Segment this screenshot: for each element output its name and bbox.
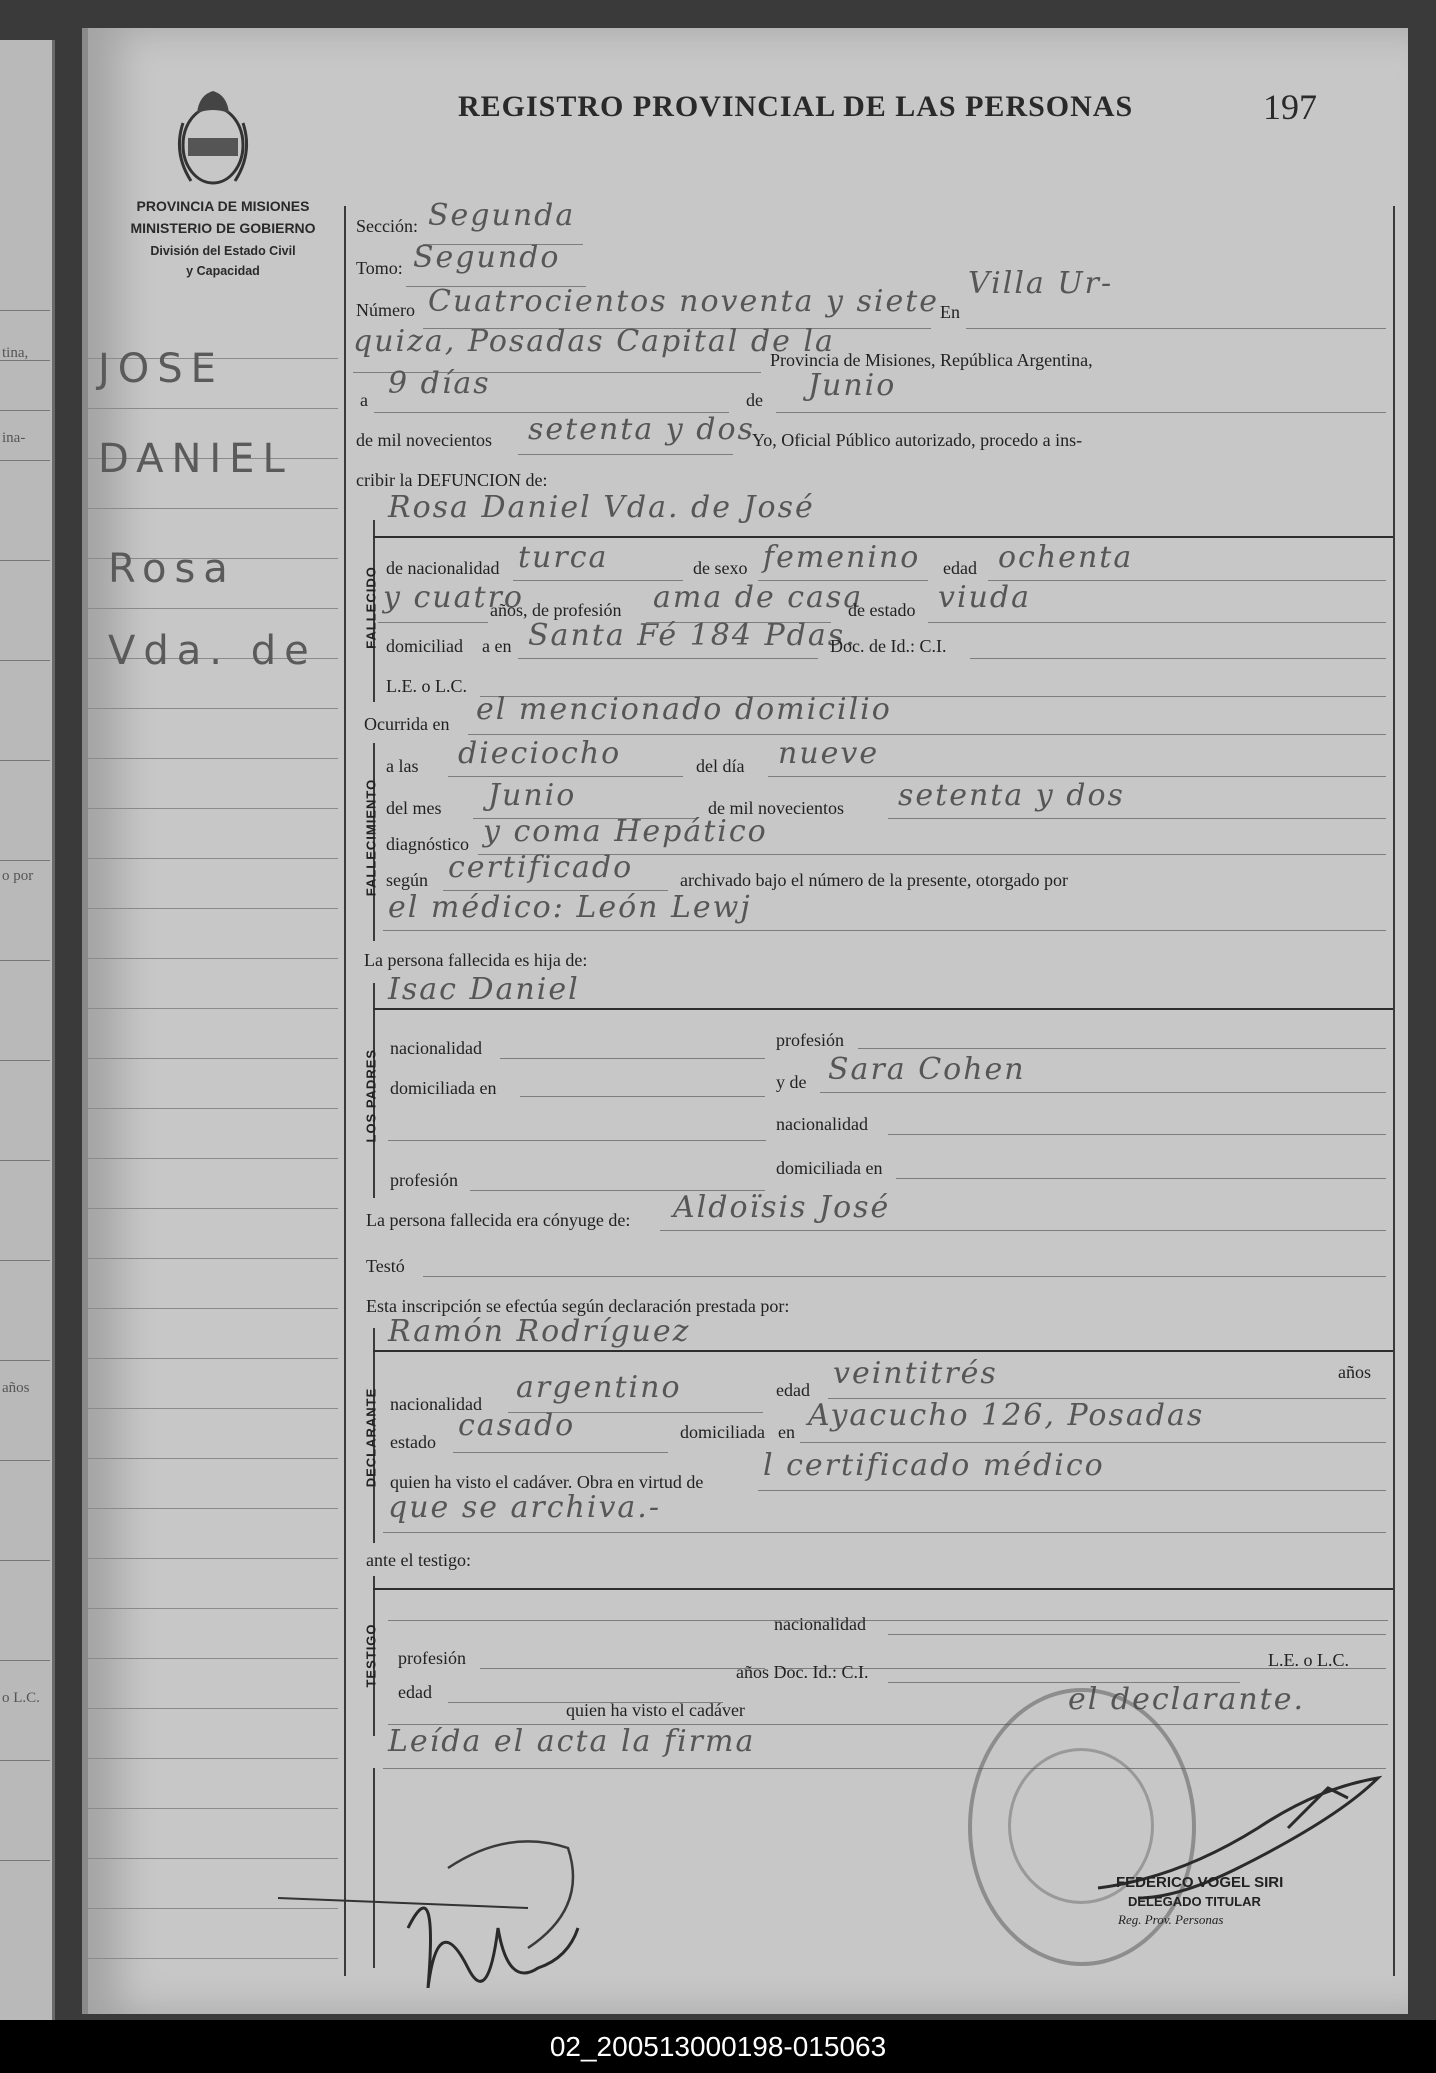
left-page-fragment: tina, bbox=[2, 345, 29, 361]
testigo-side-label: TESTIGO bbox=[363, 1623, 379, 1688]
fallecimiento-mil-label: de mil novecientos bbox=[708, 798, 844, 818]
testigo-edad-label: edad bbox=[398, 1682, 432, 1702]
left-page-edge bbox=[0, 40, 55, 2020]
declarante-visto-value: l certificado médico bbox=[763, 1448, 1105, 1483]
declarante-estado-label: estado bbox=[390, 1432, 436, 1452]
oficial-text: Yo, Oficial Público autorizado, procedo a ins- bbox=[752, 430, 1083, 450]
anio-value: setenta y dos bbox=[528, 412, 755, 447]
officer-title: DELEGADO TITULAR bbox=[1128, 1894, 1261, 1909]
declarante-anios-label: años bbox=[1338, 1362, 1371, 1382]
declarante-domicilio-value: Ayacucho 126, Posadas bbox=[808, 1398, 1205, 1433]
fallecido-nombre: Rosa Daniel Vda. de José bbox=[388, 490, 815, 525]
testigo-profesion-label: profesión bbox=[398, 1648, 466, 1668]
left-page-fragment: o L.C. bbox=[2, 1690, 40, 1706]
register-page bbox=[82, 28, 1408, 2014]
page-title: REGISTRO PROVINCIAL DE LAS PERSONAS bbox=[458, 90, 1134, 123]
leida-value: Leída el acta la firma bbox=[388, 1724, 756, 1759]
dia-value: 9 días bbox=[388, 366, 491, 401]
left-page-fragment: o por bbox=[2, 868, 34, 884]
fallecido-doc-label: Doc. de Id.: C.I. bbox=[830, 636, 947, 656]
fallecido-sexo-label: de sexo bbox=[693, 558, 748, 578]
issuer-division: División del Estado Civil bbox=[150, 244, 296, 258]
numero-label: Número bbox=[356, 300, 415, 320]
declarante-en-label: en bbox=[778, 1422, 795, 1442]
issuer-capacity: y Capacidad bbox=[186, 264, 260, 278]
fallecido-estado-label: de estado bbox=[848, 600, 916, 620]
fallecido-estado-value: viuda bbox=[938, 580, 1031, 615]
padres-side-label: LOS PADRES bbox=[363, 1048, 379, 1143]
testo-label: Testó bbox=[366, 1256, 405, 1276]
page-number: 197 bbox=[1263, 87, 1317, 127]
declarant-signature bbox=[268, 1788, 728, 1988]
fallecido-nacionalidad-label: de nacionalidad bbox=[386, 558, 500, 578]
fallecimiento-segun-label: según bbox=[386, 870, 428, 890]
testigo-hand-value: el declarante. bbox=[1068, 1682, 1306, 1717]
officer-office: Reg. Prov. Personas bbox=[1118, 1912, 1224, 1927]
fallecimiento-archivado-text: archivado bajo el número de la presente, otorgado por bbox=[680, 870, 1069, 890]
fallecido-domicilio-label: domiciliad bbox=[386, 636, 463, 656]
numero-value: Cuatrocientos noventa y siete bbox=[428, 284, 940, 319]
fallecido-edad-value2: y cuatro bbox=[383, 580, 524, 615]
fallecimiento-mes-label: del mes bbox=[386, 798, 442, 818]
mes-value: Junio bbox=[808, 368, 897, 403]
fallecimiento-mes-value: Junio bbox=[488, 778, 577, 813]
officer-name: FEDERICO VOGEL SIRI bbox=[1116, 1874, 1284, 1891]
en-label: En bbox=[940, 302, 960, 322]
conyuge-value: Aldoïsis José bbox=[673, 1190, 891, 1225]
fallecido-le-label: L.E. o L.C. bbox=[386, 676, 467, 696]
fallecido-domicilio-value: Santa Fé 184 Pdas. bbox=[528, 618, 857, 653]
a-label: a bbox=[360, 390, 368, 410]
declarante-edad-value: veintitrés bbox=[833, 1356, 998, 1391]
fallecido-anios-profesion-label: años, de profesión bbox=[490, 600, 622, 620]
en-value: Villa Ur- bbox=[968, 266, 1114, 301]
fallecido-side-label: FALLECIDO bbox=[363, 566, 379, 649]
left-page-fragment: años bbox=[2, 1380, 30, 1396]
fallecido-sexo-value: femenino bbox=[763, 540, 921, 575]
fallecido-edad-value: ochenta bbox=[998, 540, 1134, 575]
seccion-value: Segunda bbox=[428, 198, 576, 233]
place-value: quiza, Posadas Capital de la bbox=[353, 324, 835, 359]
padre-value: Isac Daniel bbox=[388, 972, 580, 1007]
fallecido-domicilio-suffix: a en bbox=[482, 636, 512, 656]
provincia-text: Provincia de Misiones, República Argentina, bbox=[770, 350, 1093, 370]
margin-name-line: Vda. de bbox=[108, 628, 317, 674]
fallecido-profesion-value: ama de casa bbox=[653, 580, 864, 615]
ocurrida-value: el mencionado domicilio bbox=[476, 692, 892, 727]
tomo-label: Tomo: bbox=[356, 258, 403, 278]
padre-profesion-label: profesión bbox=[776, 1030, 844, 1050]
madre-yde-label: y de bbox=[776, 1072, 807, 1092]
mil-label: de mil novecientos bbox=[356, 430, 492, 450]
padre-profesion2-label: profesión bbox=[390, 1170, 458, 1190]
fallecimiento-hora-label: a las bbox=[386, 756, 419, 776]
declarante-edad-label: edad bbox=[776, 1380, 810, 1400]
fallecimiento-side-label: FALLECIMIENTO bbox=[363, 778, 379, 897]
seccion-label: Sección: bbox=[356, 216, 418, 236]
madre-domiciliada-label: domiciliada en bbox=[776, 1158, 883, 1178]
testigo-intro: ante el testigo: bbox=[366, 1550, 471, 1570]
fallecimiento-anio-value: setenta y dos bbox=[898, 778, 1125, 813]
testigo-visto-text: quien ha visto el cadáver bbox=[566, 1700, 745, 1720]
fallecimiento-dia-value: nueve bbox=[778, 736, 880, 771]
padres-intro: La persona fallecida es hija de: bbox=[364, 950, 588, 970]
issuer-ministry: MINISTERIO DE GOBIERNO bbox=[130, 220, 316, 236]
fallecimiento-hora-value: dieciocho bbox=[458, 736, 622, 771]
margin-name-line: DANIEL bbox=[98, 436, 293, 482]
fallecimiento-diag-label: diagnóstico bbox=[386, 834, 469, 854]
margin-name-line: JOSE bbox=[98, 346, 224, 392]
declarante-nacionalidad-value: argentino bbox=[516, 1370, 682, 1405]
declarante-visto-value2: que se archiva.- bbox=[388, 1490, 661, 1525]
fallecimiento-diag-value: y coma Hepático bbox=[483, 814, 768, 849]
testigo-le-label: L.E. o L.C. bbox=[1268, 1650, 1349, 1670]
fallecimiento-medico-value: el médico: León Lewj bbox=[388, 890, 752, 925]
madre-value: Sara Cohen bbox=[828, 1052, 1026, 1087]
fallecido-nacionalidad-value: turca bbox=[518, 540, 609, 575]
coat-of-arms-icon bbox=[168, 83, 258, 193]
testigo-anios-doc-label: años Doc. Id.: C.I. bbox=[736, 1662, 869, 1682]
fallecimiento-segun-value: certificado bbox=[448, 850, 634, 885]
padre-nacionalidad-label: nacionalidad bbox=[390, 1038, 482, 1058]
declarante-nombre: Ramón Rodríguez bbox=[388, 1314, 691, 1349]
inscripcion-text: Esta inscripción se efectúa según declaración prestada por: bbox=[366, 1296, 790, 1316]
testigo-nacionalidad-label: nacionalidad bbox=[774, 1614, 866, 1634]
declarante-nacionalidad-label: nacionalidad bbox=[390, 1394, 482, 1414]
fallecido-edad-label: edad bbox=[943, 558, 977, 578]
margin-name-line: Rosa bbox=[108, 546, 236, 592]
padre-domiciliada-label: domiciliada en bbox=[390, 1078, 497, 1098]
left-page-fragment: ina- bbox=[2, 430, 26, 446]
conyuge-label: La persona fallecida era cónyuge de: bbox=[366, 1210, 631, 1230]
fallecimiento-dia-label: del día bbox=[696, 756, 745, 776]
declarante-estado-value: casado bbox=[458, 1408, 576, 1443]
de-label: de bbox=[746, 390, 763, 410]
madre-nacionalidad-label: nacionalidad bbox=[776, 1114, 868, 1134]
issuer-province: PROVINCIA DE MISIONES bbox=[136, 198, 310, 214]
inscribir-text: cribir la DEFUNCION de: bbox=[356, 470, 548, 490]
declarante-visto-text: quien ha visto el cadáver. Obra en virtud de bbox=[390, 1472, 704, 1492]
tomo-value: Segundo bbox=[413, 240, 561, 275]
declarante-side-label: DECLARANTE bbox=[363, 1387, 379, 1488]
ocurrida-label: Ocurrida en bbox=[364, 714, 450, 734]
declarante-domiciliada-label: domiciliada bbox=[680, 1422, 765, 1442]
scan-reference: 02_200513000198-015063 bbox=[0, 2020, 1436, 2073]
